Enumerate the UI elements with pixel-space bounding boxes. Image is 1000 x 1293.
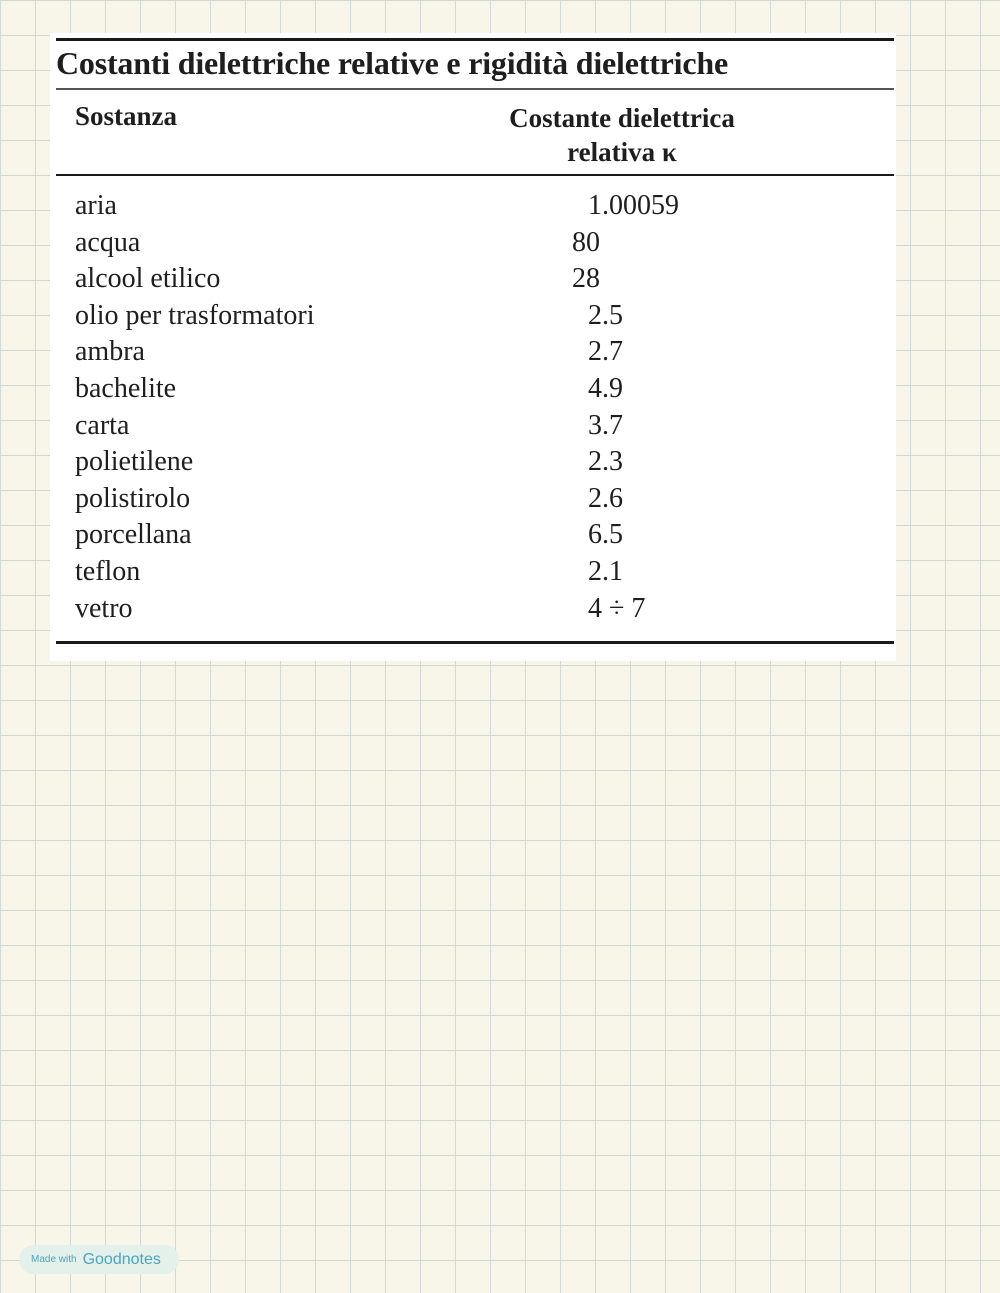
title-divider [56, 88, 894, 90]
dielectric-constant: 2.5 [588, 299, 623, 331]
table-row [50, 554, 896, 591]
substance-name: polistirolo [75, 482, 191, 514]
dielectric-constant: 6.5 [588, 519, 623, 551]
substance-name: aria [75, 190, 117, 221]
substance-name: bachelite [75, 372, 177, 404]
header-divider [56, 174, 894, 176]
table-row [50, 408, 896, 445]
dielectric-constant: 2.1 [588, 555, 623, 587]
substance-name: olio per trasformatori [75, 299, 315, 331]
dielectric-constant: 80 [572, 226, 600, 258]
table-title: Costanti dielettriche relative e rigidità dielettriche [56, 45, 728, 81]
substance-name: porcellana [75, 519, 192, 551]
substance-name: carta [75, 409, 130, 441]
dielectric-constant: 3.7 [588, 409, 623, 441]
table-row [50, 371, 896, 408]
dielectric-constant: 2.3 [588, 446, 623, 478]
dielectric-table-card [50, 33, 896, 661]
column-header-constant-line2: relativa κ [567, 137, 677, 167]
goodnotes-watermark [19, 1245, 179, 1274]
table-row [50, 225, 896, 262]
table-row [50, 334, 896, 371]
substance-name: teflon [75, 555, 141, 587]
column-header-constant [472, 101, 772, 169]
dielectric-constant: 28 [572, 263, 600, 295]
dielectric-constant: 4.9 [588, 372, 623, 404]
dielectric-constant: 4 ÷ 7 [588, 592, 646, 624]
column-header-constant-line1: Costante dielettrica [509, 103, 735, 133]
table-top-rule [56, 38, 894, 41]
dielectric-constant: 2.7 [588, 336, 623, 368]
table-row [50, 444, 896, 481]
table-row [50, 591, 896, 628]
column-header-substance: Sostanza [75, 101, 178, 131]
table-row [50, 517, 896, 554]
substance-name: acqua [75, 226, 141, 258]
substance-name: ambra [75, 336, 145, 368]
substance-name: alcool etilico [75, 263, 221, 295]
watermark-prefix: Made with [31, 1254, 77, 1265]
dielectric-constant: 1.00059 [588, 190, 679, 221]
table-bottom-rule [56, 641, 894, 644]
table-row [50, 188, 896, 225]
table-body [50, 188, 896, 627]
watermark-brand: Goodnotes [82, 1250, 161, 1268]
substance-name: polietilene [75, 446, 194, 478]
table-row [50, 261, 896, 298]
table-row [50, 481, 896, 518]
table-row [50, 298, 896, 335]
substance-name: vetro [75, 592, 133, 624]
dielectric-constant: 2.6 [588, 482, 623, 514]
